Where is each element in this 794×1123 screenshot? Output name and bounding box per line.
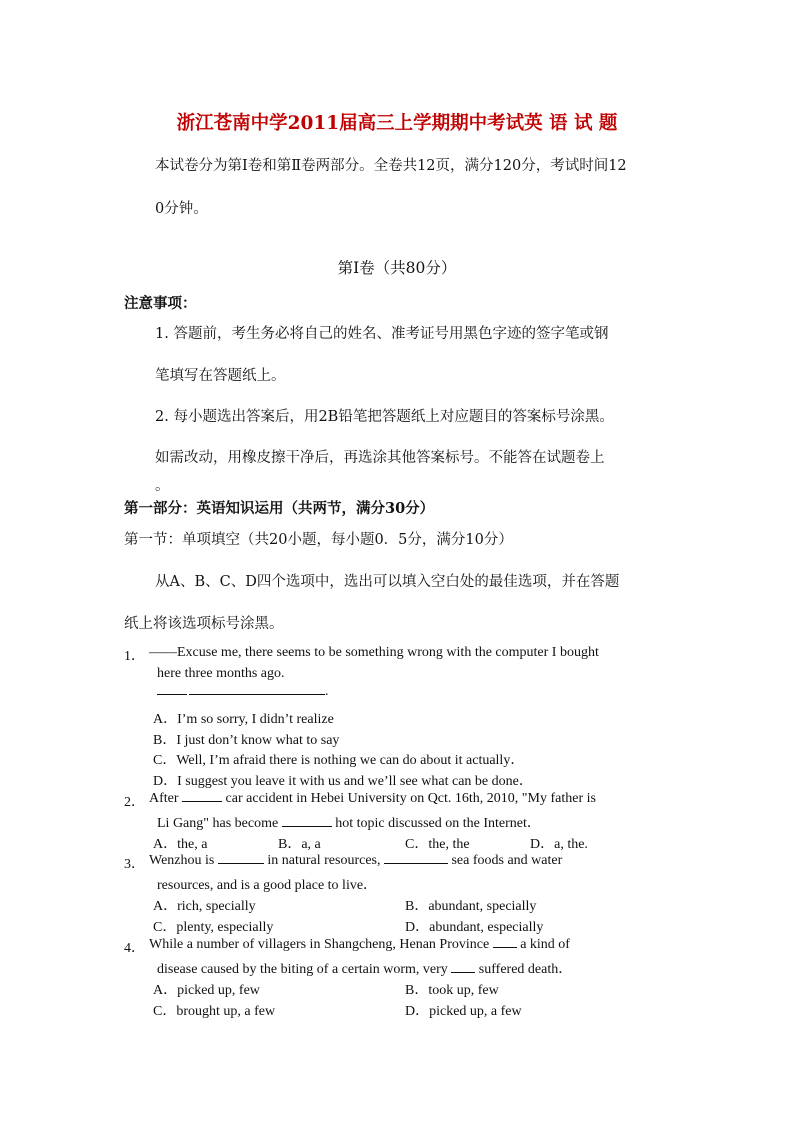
q4-option-a: A．picked up, few [153,983,260,998]
q4-blank-1 [493,946,517,948]
q1-blank-dash [157,693,187,695]
q2-blank-2 [282,825,332,827]
q2-line-1-end: car accident in Hebei University on Qct. 16th, 2010, "My father is [225,791,596,806]
q3-option-c: C．plenty, especially [153,920,274,935]
section1-heading: 第一节：单项填空（共20小题，每小题0．5分，满分10分） [124,532,513,548]
q3-blank-1 [218,862,264,864]
q1-number: 1． [124,649,145,664]
intro-line-2: 0分钟。 [155,201,208,217]
q2-option-b: B．a, a [278,837,321,852]
q2-blank-1 [182,800,222,802]
q3-option-a: A．rich, specially [153,899,256,914]
q4-line-2-end: suffered death． [478,962,573,977]
notice-2-line-3: 。 [155,478,170,494]
q1-line-1: ——Excuse me, there seems to be something wrong with the computer I bought [149,645,599,660]
instruction-line-2: 纸上将该选项标号涂黑。 [124,616,284,632]
q4-line-2-start: disease caused by the biting of a certain worm, very [157,962,448,977]
q4-number: 4． [124,941,145,956]
q3-option-d: D．abundant, especially [405,920,544,935]
q2-line-1 [149,791,596,807]
q2-option-d: D．a, the. [530,837,588,852]
q3-line-1 [149,853,562,869]
notice-1-line-1: 1. 答题前，考生务必将自己的姓名、准考证号用黑色字迹的签字笔或钢 [155,326,609,342]
q4-line-1 [149,937,570,953]
intro-line-1: 本试卷分为第Ⅰ卷和第Ⅱ卷两部分。全卷共12页，满分120分，考试时间12 [155,158,627,174]
q1-option-c: C．Well, I’m afraid there is nothing we can do about it actually． [153,753,525,768]
q1-blank [189,693,325,695]
q1-option-b: B．I just don’t know what to say [153,733,340,748]
q2-line-1-start: After [149,791,179,806]
instruction-line-1: 从A、B、C、D四个选项中，选出可以填入空白处的最佳选项，并在答题 [155,574,620,590]
q4-option-c: C．brought up, a few [153,1004,276,1019]
notice-2-line-2: 如需改动，用橡皮擦干净后，再选涂其他答案标号。不能答在试题卷上 [155,450,605,466]
q3-line-1-end: sea foods and water [451,853,563,868]
notice-heading: 注意事项： [124,295,197,312]
q2-line-2-start: Li Gang" has become [157,816,279,831]
q1-line-2: here three months ago. [157,666,285,681]
q3-line-1-start: Wenzhou is [149,853,215,868]
page-title: 浙江苍南中学2011届高三上学期期中考试英 语 试 题 [176,113,618,134]
q3-line-2: resources, and is a good place to live． [157,878,378,893]
notice-1-line-2: 笔填写在答题纸上。 [155,368,286,384]
q4-line-2 [157,958,572,978]
q4-line-1-end: a kind of [520,937,570,952]
q3-line-1-middle: in natural resources, [267,853,381,868]
q4-option-b: B．took up, few [405,983,499,998]
notice-2-line-1: 2. 每小题选出答案后，用2B铅笔把答题纸上对应题目的答案标号涂黑。 [155,409,614,425]
q4-option-d: D．picked up, a few [405,1004,522,1019]
q1-option-d: D．I suggest you leave it with us and we’ll see what can be done． [153,774,533,789]
q4-line-1-start: While a number of villagers in Shangcheng, Henan Province [149,937,490,952]
q2-number: 2． [124,795,145,810]
q3-option-b: B．abundant, specially [405,899,537,914]
q4-blank-2 [451,971,475,973]
q1-answer-line: . [157,684,329,700]
q2-option-a: A．the, a [153,837,208,852]
q3-number: 3． [124,857,145,872]
q2-option-c: C．the, the [405,837,470,852]
q2-line-2 [157,812,541,832]
q2-line-2-end: hot topic discussed on the Internet． [335,816,541,831]
volume-title: 第Ⅰ卷（共80分） [337,259,457,277]
part1-heading: 第一部分：英语知识运用（共两节，满分30分） [124,500,435,517]
q3-blank-2 [384,862,448,864]
q1-option-a: A．I’m so sorry, I didn’t realize [153,712,334,727]
